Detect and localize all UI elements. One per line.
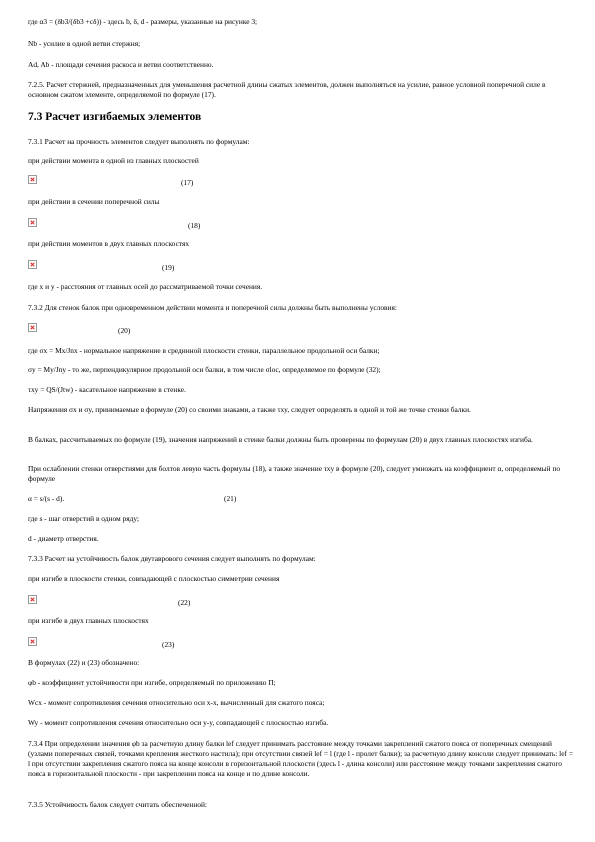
web-plane-bending-text: при изгибе в плоскости стенки, совпадающей с плоскостью симметрии сечения: [28, 574, 280, 583]
hole-pitch-definition: где s - шаг отверстий в одном ряду;: [28, 514, 140, 523]
paragraph-7-3-1: 7.3.1 Расчет на прочность элементов следует выполнять по формулам:: [28, 137, 250, 146]
equation-number-17: (17): [181, 178, 194, 187]
intro-line-3: Ad, Ab - площади сечения раскоса и ветви соответственно.: [28, 60, 214, 69]
xy-distance-text: где x и y - расстояния от главных осей до рассматриваемой точки сечения.: [28, 282, 263, 291]
sigma-x-definition: где σx = Mx/Jnx - нормальное напряжение в срединной плоскости стенки, параллельное продольной оси балки;: [28, 346, 380, 355]
section-heading: 7.3 Расчет изгибаемых элементов: [28, 111, 202, 123]
paragraph-7-2-5: 7.2.5. Расчет стержней, предназначенных для уменьшения расчетной длины сжатых элементов, должен выполняться на усилие, равное условной поперечной силе в основном сжатом элементе, определяемой по формуле (17).: [28, 80, 546, 99]
stress-signs-paragraph: Напряжения σx и σy, принимаемые в формуле (20) со своими знаками, а также τxy, следует определять в одной и той же точке стенки балки.: [28, 405, 471, 414]
two-planes-text: при действии моментов в двух главных плоскостях: [28, 239, 190, 248]
equation-number-19: (19): [162, 263, 175, 272]
broken-image-icon: [28, 637, 37, 646]
hole-diameter-definition: d - диаметр отверстия.: [28, 534, 99, 543]
shear-force-text: при действии в сечении поперечной силы: [28, 197, 160, 206]
notation-intro: В формулах (22) и (23) обозначено:: [28, 658, 140, 667]
two-planes-bending-text: при изгибе в двух главных плоскостях: [28, 616, 149, 625]
intro-line-2: Nb - усилие в одной ветви стержня;: [28, 39, 141, 48]
sigma-y-definition: σy = My/Jny - то же, перпендикулярное продольной оси балки, в том числе σloc, определяемое по формуле (32);: [28, 365, 381, 374]
formula-19-check-paragraph: В балках, рассчитываемых по формуле (19), значения напряжений в стенке балки должны быть проверены по формулам (20) в двух главных плоскостях изгиба.: [28, 435, 533, 444]
alpha-formula: α = s/(s - d).: [28, 494, 65, 503]
intro-line-1: где α3 = (δb3/(δb3 +cδ)) - здесь b, δ, d - размеры, указанные на рисунке 3;: [28, 17, 258, 26]
equation-number-23: (23): [162, 640, 175, 649]
broken-image-icon: [28, 175, 37, 184]
broken-image-icon: [28, 323, 37, 332]
wcx-definition: Wcx - момент сопротивления сечения относительно оси x-x, вычисленный для сжатого пояса;: [28, 698, 325, 707]
equation-number-18: (18): [188, 221, 201, 230]
broken-image-icon: [28, 595, 37, 604]
broken-image-icon: [28, 260, 37, 269]
paragraph-7-3-4: 7.3.4 При определении значения φb за расчетную длину балки lef следует принимать расстояние между точками закреплений сжатого пояса от поперечных смещений (узлами поперечных связей, точками крепления жесткого настила); при отсутствии связей lef = l (где l - пролет балки); за расчетную длину консоли следует принимать: lef = l при отсутствии закрепления сжатого пояса на конце консоли в горизонтальной плоскости (здесь l - длина консоли) или расстояние между точками закрепления сжатого пояса в горизонтальной плоскости - при закреплении пояса на конце и по длине консоли.: [28, 739, 573, 778]
paragraph-7-3-2: 7.3.2 Для стенок балок при одновременном действии момента и поперечной силы должны быть выполнены условия:: [28, 303, 397, 312]
phi-b-definition: φb - коэффициент устойчивости при изгибе, определяемый по приложению П;: [28, 678, 276, 687]
paragraph-7-3-5: 7.3.5 Устойчивость балок следует считать обеспеченной:: [28, 800, 207, 809]
equation-number-21: (21): [224, 494, 237, 503]
equation-number-20: (20): [118, 326, 131, 335]
tau-xy-definition: τxy = QS/(Jtw) - касательное напряжение в стенке.: [28, 385, 186, 394]
equation-number-22: (22): [178, 598, 191, 607]
moment-one-plane-text: при действии момента в одной из главных плоскостей: [28, 156, 199, 165]
paragraph-7-3-3: 7.3.3 Расчет на устойчивость балок двутаврового сечения следует выполнять по формулам:: [28, 554, 316, 563]
bolt-holes-paragraph: При ослаблении стенки отверстиями для болтов левую часть формулы (18), а также значение τxy в формуле (20), следует умножать на коэффициент α, определяемый по формуле: [28, 464, 561, 483]
wy-definition: Wy - момент сопротивления сечения относительно оси y-y, совпадающей с плоскостью изгиба.: [28, 718, 329, 727]
broken-image-icon: [28, 218, 37, 227]
